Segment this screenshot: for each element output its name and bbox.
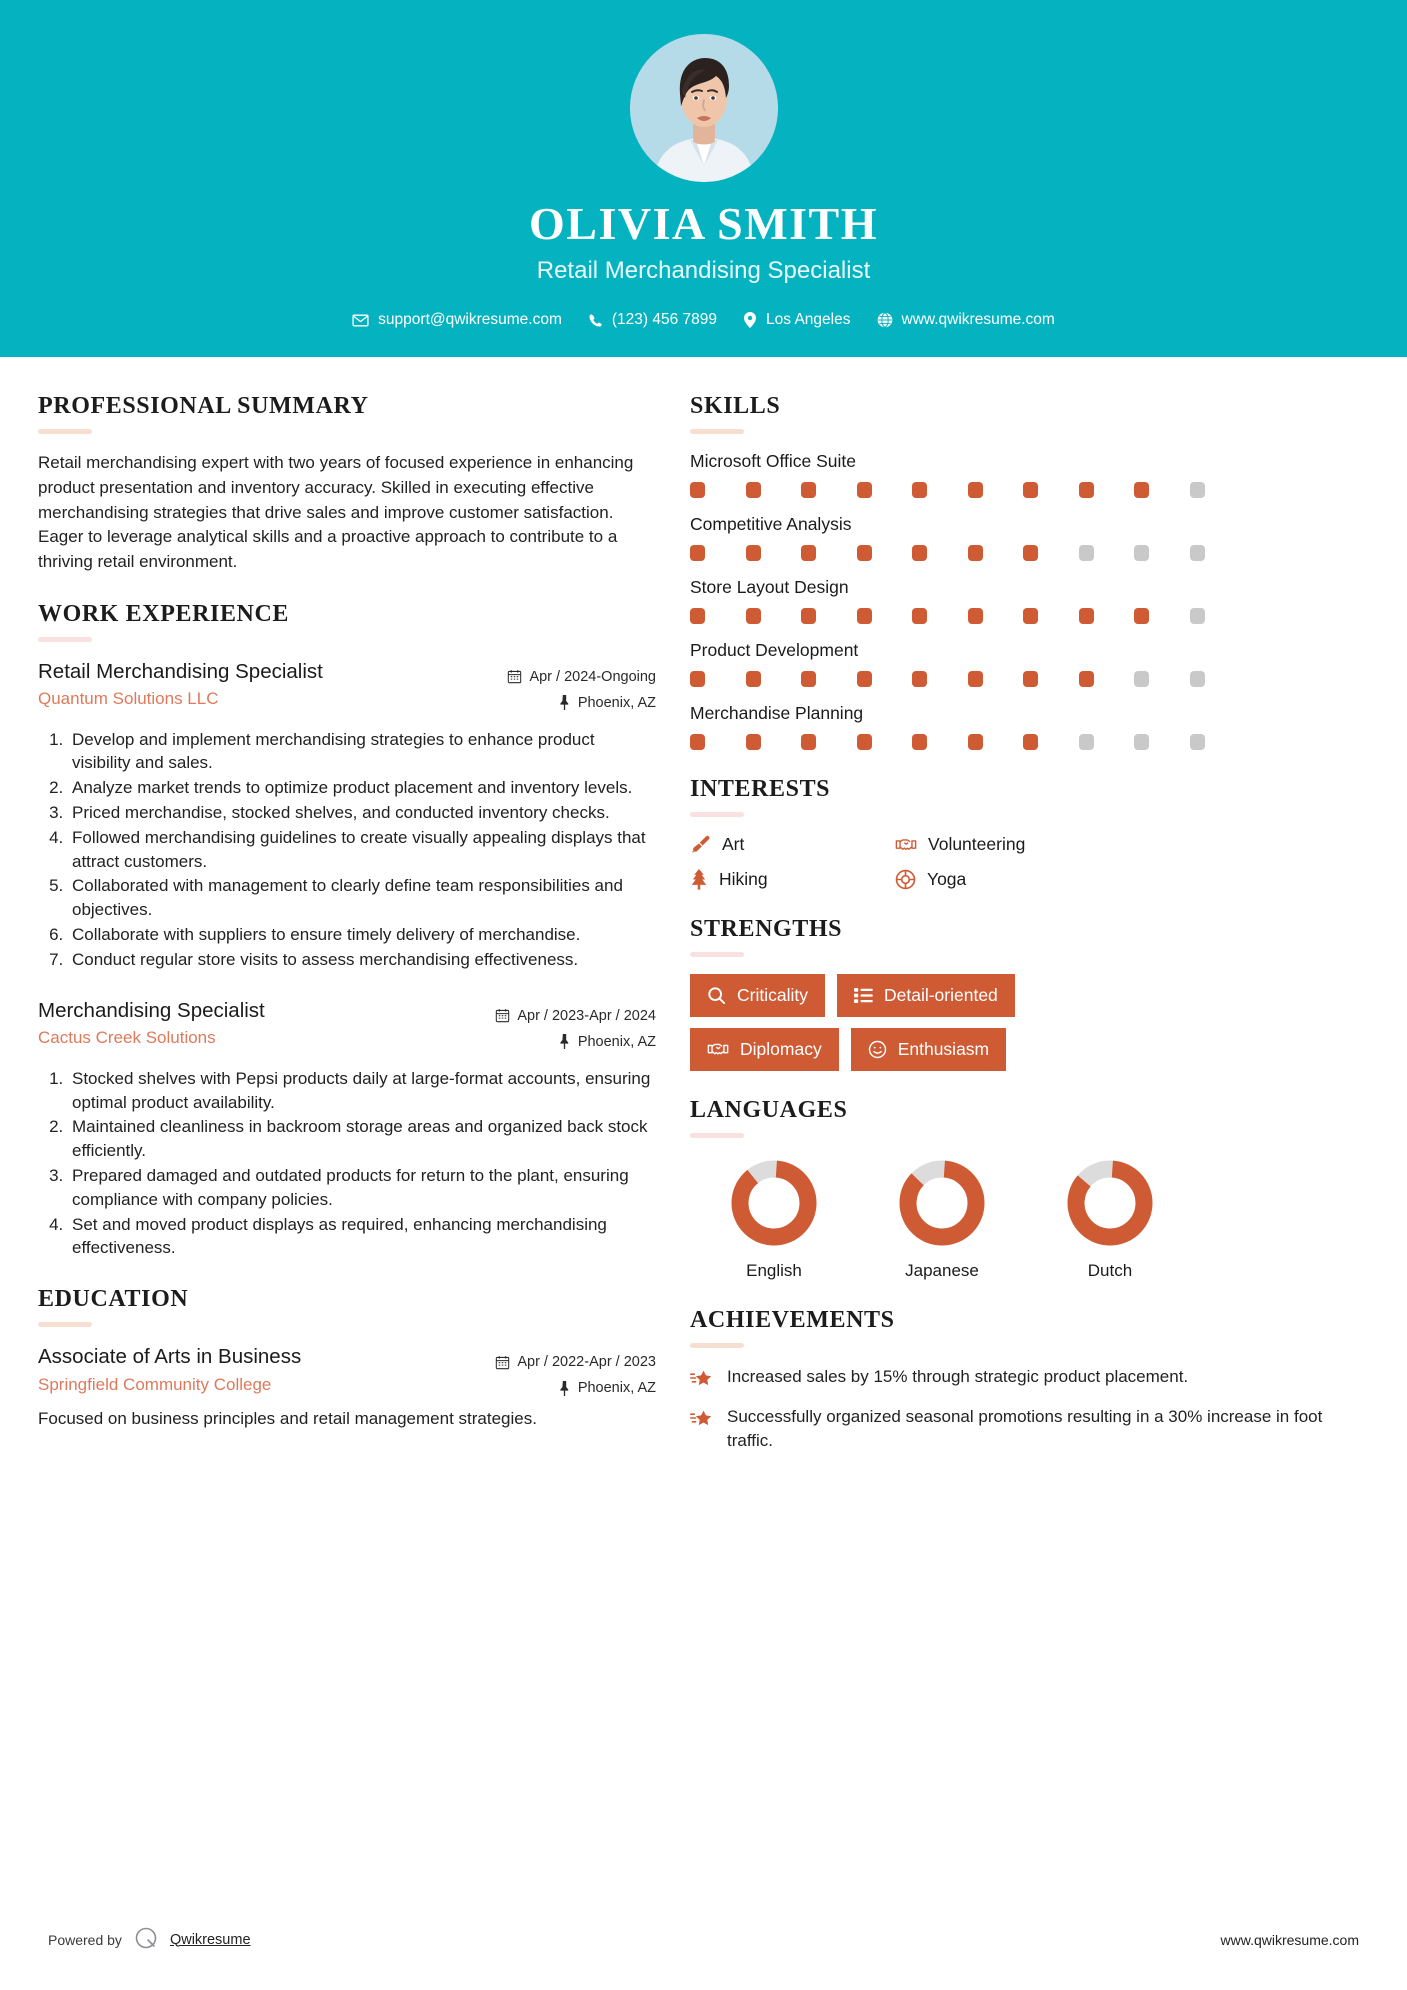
skill-dot-cell bbox=[801, 734, 857, 750]
skill-item bbox=[690, 640, 1355, 687]
skill-dot bbox=[857, 545, 872, 561]
work-entry-meta bbox=[495, 998, 656, 1055]
skill-dot-cell bbox=[968, 608, 1024, 624]
interest-label: Hiking bbox=[719, 869, 768, 890]
skill-dot-cell bbox=[801, 671, 857, 687]
section-skills bbox=[690, 393, 1355, 750]
skill-dot-cell bbox=[690, 671, 746, 687]
skill-dot-cell bbox=[968, 482, 1024, 498]
section-heading-work: WORK EXPERIENCE bbox=[38, 600, 290, 627]
list-item: 3. Prepared damaged and outdated products for return to the plant, ensuring compliance with company policies. bbox=[68, 1164, 656, 1212]
skill-dot-cell bbox=[1023, 608, 1079, 624]
work-entry-organization: Quantum Solutions LLC bbox=[38, 689, 219, 709]
skill-dot bbox=[1190, 482, 1205, 498]
languages-list bbox=[690, 1155, 1355, 1281]
lifering-icon bbox=[895, 869, 916, 890]
skill-dot bbox=[912, 734, 927, 750]
language-item bbox=[1026, 1155, 1194, 1281]
skill-rating bbox=[690, 545, 1355, 561]
list-item: 7. Conduct regular store visits to assess merchandising effectiveness. bbox=[68, 948, 656, 972]
work-entry-role: Merchandising Specialist bbox=[38, 998, 265, 1022]
work-entry-list bbox=[38, 659, 656, 1261]
skill-dot-cell bbox=[746, 671, 802, 687]
skill-dot-cell bbox=[912, 608, 968, 624]
skill-dot bbox=[801, 545, 816, 561]
skill-rating bbox=[690, 671, 1355, 687]
skill-dot-cell bbox=[1190, 734, 1246, 750]
language-donut-chart bbox=[726, 1155, 822, 1251]
skill-dot-cell bbox=[912, 671, 968, 687]
interests-list bbox=[690, 834, 1355, 890]
qwikresume-logo-icon bbox=[133, 1925, 159, 1954]
skill-dot-cell bbox=[1190, 545, 1246, 561]
skill-dot bbox=[1079, 608, 1094, 624]
strength-chip[interactable] bbox=[837, 974, 1015, 1017]
skill-dot bbox=[912, 482, 927, 498]
skill-dot-cell bbox=[1079, 482, 1135, 498]
skill-dot-cell bbox=[857, 671, 913, 687]
education-entry-head bbox=[38, 1344, 656, 1401]
section-rule bbox=[690, 812, 744, 817]
skill-name: Competitive Analysis bbox=[690, 514, 852, 535]
language-donut-chart bbox=[1062, 1155, 1158, 1251]
skill-dot-cell bbox=[746, 734, 802, 750]
page-title: OLIVIA SMITH bbox=[528, 198, 879, 249]
work-entry-head bbox=[38, 659, 656, 716]
skill-name: Microsoft Office Suite bbox=[690, 451, 856, 472]
contact-location[interactable] bbox=[743, 311, 850, 329]
star-shooting-icon bbox=[690, 1405, 714, 1430]
pushpin-icon bbox=[558, 695, 571, 710]
skill-dot-cell bbox=[1134, 734, 1190, 750]
globe-icon bbox=[877, 312, 893, 328]
skill-dot bbox=[690, 608, 705, 624]
interest-item bbox=[895, 869, 1355, 890]
interest-label: Art bbox=[722, 834, 745, 855]
skill-dot-cell bbox=[690, 545, 746, 561]
skill-dot-cell bbox=[690, 734, 746, 750]
section-professional-summary bbox=[38, 393, 656, 574]
skill-dot-cell bbox=[968, 734, 1024, 750]
skill-dot bbox=[857, 608, 872, 624]
skill-dot bbox=[912, 608, 927, 624]
skill-name: Product Development bbox=[690, 640, 859, 661]
skill-dot bbox=[968, 608, 983, 624]
handshake-icon bbox=[895, 835, 917, 855]
work-entry-dates bbox=[495, 1003, 656, 1029]
skill-dot bbox=[1079, 482, 1094, 498]
skill-dot bbox=[1023, 545, 1038, 561]
skill-dot bbox=[1190, 734, 1205, 750]
education-entry-left bbox=[38, 1344, 481, 1395]
skill-dot bbox=[1134, 545, 1149, 561]
skill-dot-cell bbox=[1023, 734, 1079, 750]
skill-dot bbox=[746, 482, 761, 498]
skill-dot-cell bbox=[1023, 671, 1079, 687]
list-item: 4. Followed merchandising guidelines to create visually appealing displays that attract customers. bbox=[68, 826, 656, 874]
achievement-text: Increased sales by 15% through strategic product placement. bbox=[727, 1367, 1189, 1387]
list-item: 5. Collaborated with management to clearly define team responsibilities and objectives. bbox=[68, 874, 656, 922]
skill-dot-cell bbox=[968, 545, 1024, 561]
skill-dot-cell bbox=[1023, 545, 1079, 561]
skill-rating bbox=[690, 608, 1355, 624]
section-achievements bbox=[690, 1307, 1355, 1453]
strength-label: Diplomacy bbox=[740, 1039, 822, 1060]
contact-phone-text: (123) 456 7899 bbox=[611, 311, 718, 329]
achievements-list bbox=[690, 1365, 1355, 1453]
skill-dot-cell bbox=[912, 734, 968, 750]
work-entry-left bbox=[38, 998, 481, 1049]
skill-item bbox=[690, 703, 1355, 750]
skill-dot bbox=[690, 734, 705, 750]
education-entry-list bbox=[38, 1344, 656, 1432]
section-rule bbox=[38, 637, 92, 642]
work-entry-dates-text: Apr / 2024-Ongoing bbox=[529, 668, 656, 685]
strength-chip[interactable] bbox=[690, 1028, 839, 1071]
envelope-icon bbox=[352, 312, 369, 329]
work-entry bbox=[38, 659, 656, 972]
skill-dot-cell bbox=[746, 482, 802, 498]
skill-dot bbox=[968, 545, 983, 561]
skill-dot-cell bbox=[968, 671, 1024, 687]
skill-dot-cell bbox=[1134, 482, 1190, 498]
skill-dot bbox=[968, 482, 983, 498]
skill-dot bbox=[912, 545, 927, 561]
skill-dot bbox=[801, 671, 816, 687]
skill-dot-cell bbox=[1023, 482, 1079, 498]
skill-dot bbox=[1023, 671, 1038, 687]
list-item: 4. Set and moved product displays as required, enhancing merchandising effectiveness. bbox=[68, 1213, 656, 1261]
skill-item bbox=[690, 577, 1355, 624]
resume-body bbox=[0, 357, 1407, 1479]
pushpin-icon bbox=[558, 1034, 571, 1049]
location-pin-icon bbox=[743, 312, 757, 328]
strength-label: Enthusiasm bbox=[897, 1039, 990, 1060]
section-rule bbox=[690, 1133, 744, 1138]
summary-text: Retail merchandising expert with two years of focused experience in enhancing product presentation and inventory accuracy. Skilled in executing effective merchandising strategies that drive sales and improve customer satisfaction. Eager to leverage analytical skills and a proactive approach to contribute to a thriving retail environment. bbox=[38, 453, 634, 571]
calendar-icon bbox=[507, 669, 522, 684]
contact-phone[interactable] bbox=[588, 311, 717, 329]
pushpin-icon bbox=[558, 1381, 571, 1396]
skill-dot-cell bbox=[801, 608, 857, 624]
skill-dot-cell bbox=[1190, 482, 1246, 498]
resume-header bbox=[0, 0, 1407, 357]
education-entry bbox=[38, 1344, 656, 1432]
skill-dot-cell bbox=[690, 608, 746, 624]
section-heading-summary: PROFESSIONAL SUMMARY bbox=[38, 393, 369, 420]
skills-list bbox=[690, 451, 1355, 750]
list-item: 1. Develop and implement merchandising strategies to enhance product visibility and sales. bbox=[68, 728, 656, 776]
skill-dot bbox=[857, 671, 872, 687]
avatar bbox=[630, 34, 778, 182]
skill-dot bbox=[1079, 671, 1094, 687]
section-heading-education: EDUCATION bbox=[38, 1286, 189, 1313]
handshake-icon bbox=[707, 1040, 729, 1059]
skill-dot bbox=[857, 734, 872, 750]
paintbrush-icon bbox=[690, 834, 711, 855]
language-label: Japanese bbox=[905, 1261, 979, 1281]
search-icon bbox=[707, 986, 726, 1005]
skill-dot bbox=[1134, 482, 1149, 498]
skill-dot bbox=[1023, 734, 1038, 750]
calendar-icon bbox=[495, 1355, 510, 1370]
job-title: Retail Merchandising Specialist bbox=[536, 257, 871, 285]
education-entry-school: Springfield Community College bbox=[38, 1374, 272, 1394]
list-item: 6. Collaborate with suppliers to ensure timely delivery of merchandise. bbox=[68, 923, 656, 947]
skill-dot bbox=[801, 734, 816, 750]
section-education bbox=[38, 1286, 656, 1432]
contact-row bbox=[0, 311, 1407, 329]
achievement-text: Successfully organized seasonal promotions resulting in a 30% increase in foot traffic. bbox=[727, 1407, 1323, 1451]
footer-brand-link[interactable]: Qwikresume bbox=[169, 1931, 251, 1948]
section-languages bbox=[690, 1097, 1355, 1281]
skill-dot-cell bbox=[1079, 608, 1135, 624]
section-interests bbox=[690, 776, 1355, 890]
list-icon bbox=[854, 987, 873, 1004]
language-item bbox=[858, 1155, 1026, 1281]
skill-dot bbox=[746, 608, 761, 624]
section-rule bbox=[690, 429, 744, 434]
avatar-photo-icon bbox=[630, 34, 778, 182]
skill-dot bbox=[1023, 608, 1038, 624]
strength-row bbox=[690, 1028, 1355, 1071]
list-item: 3. Priced merchandise, stocked shelves, and conducted inventory checks. bbox=[68, 801, 656, 825]
work-entry-dates-text: Apr / 2023-Apr / 2024 bbox=[517, 1007, 656, 1024]
skill-dot bbox=[1134, 734, 1149, 750]
work-entry-location-text: Phoenix, AZ bbox=[577, 1033, 656, 1050]
skill-dot-cell bbox=[1134, 671, 1190, 687]
skill-dot-cell bbox=[690, 482, 746, 498]
skill-dot bbox=[1190, 671, 1205, 687]
language-label: English bbox=[746, 1261, 802, 1281]
section-heading-achievements: ACHIEVEMENTS bbox=[690, 1307, 895, 1334]
achievement-item bbox=[690, 1365, 1355, 1390]
strength-chip[interactable] bbox=[851, 1028, 1006, 1071]
list-item: 2. Analyze market trends to optimize product placement and inventory levels. bbox=[68, 776, 656, 800]
education-entry-dates-text: Apr / 2022-Apr / 2023 bbox=[517, 1354, 656, 1371]
education-entry-description: Focused on business principles and retail management strategies. bbox=[38, 1409, 537, 1429]
work-entry bbox=[38, 998, 656, 1261]
skill-name: Merchandise Planning bbox=[690, 703, 864, 724]
section-heading-strengths: STRENGTHS bbox=[690, 916, 843, 943]
skill-item bbox=[690, 451, 1355, 498]
language-label: Dutch bbox=[1087, 1261, 1133, 1281]
section-heading-interests: INTERESTS bbox=[690, 776, 831, 803]
skill-item bbox=[690, 514, 1355, 561]
section-rule bbox=[38, 429, 92, 434]
skill-dot bbox=[746, 671, 761, 687]
work-entry-organization: Cactus Creek Solutions bbox=[38, 1028, 216, 1048]
strength-chip[interactable] bbox=[690, 974, 825, 1017]
skill-name: Store Layout Design bbox=[690, 577, 849, 598]
section-rule bbox=[690, 1343, 744, 1348]
education-entry-meta bbox=[495, 1344, 656, 1401]
work-entry-head bbox=[38, 998, 656, 1055]
skill-dot-cell bbox=[857, 482, 913, 498]
skill-dot-cell bbox=[746, 545, 802, 561]
work-entry-location-text: Phoenix, AZ bbox=[577, 694, 656, 711]
skill-dot-cell bbox=[857, 608, 913, 624]
star-shooting-icon bbox=[690, 1365, 714, 1390]
footer-website: www.qwikresume.com bbox=[1220, 1931, 1359, 1948]
skill-dot-cell bbox=[801, 545, 857, 561]
strength-label: Criticality bbox=[737, 985, 808, 1006]
skill-dot-cell bbox=[1079, 734, 1135, 750]
interest-label: Volunteering bbox=[928, 834, 1026, 855]
language-item bbox=[690, 1155, 858, 1281]
skill-dot bbox=[801, 482, 816, 498]
list-item: 2. Maintained cleanliness in backroom storage areas and organized back stock efficiently. bbox=[68, 1115, 656, 1163]
right-column bbox=[690, 393, 1355, 1479]
skill-dot-cell bbox=[1134, 545, 1190, 561]
skill-dot bbox=[857, 482, 872, 498]
skill-dot bbox=[1190, 545, 1205, 561]
smiley-icon bbox=[868, 1040, 887, 1059]
skill-dot-cell bbox=[857, 545, 913, 561]
skill-dot-cell bbox=[857, 734, 913, 750]
skill-dot bbox=[690, 482, 705, 498]
section-rule bbox=[38, 1322, 92, 1327]
education-entry-dates bbox=[495, 1349, 656, 1375]
contact-email-text: support@qwikresume.com bbox=[378, 311, 562, 329]
work-entry-bullets bbox=[38, 728, 656, 972]
skill-dot-cell bbox=[912, 545, 968, 561]
skill-dot bbox=[1190, 608, 1205, 624]
interest-label: Yoga bbox=[927, 869, 967, 890]
skill-rating bbox=[690, 482, 1355, 498]
skill-dot bbox=[968, 734, 983, 750]
interest-item bbox=[690, 869, 895, 890]
contact-website-text: www.qwikresume.com bbox=[901, 311, 1055, 329]
skill-dot bbox=[1134, 671, 1149, 687]
work-entry-left bbox=[38, 659, 493, 710]
left-column bbox=[38, 393, 656, 1458]
language-donut-chart bbox=[894, 1155, 990, 1251]
skill-dot bbox=[1079, 734, 1094, 750]
footer-powered-label: Powered by bbox=[48, 1931, 122, 1948]
section-heading-skills: SKILLS bbox=[690, 393, 781, 420]
work-entry-meta bbox=[507, 659, 656, 716]
work-entry-location bbox=[495, 1029, 656, 1055]
skill-dot bbox=[690, 545, 705, 561]
skill-dot bbox=[1079, 545, 1094, 561]
work-entry-role: Retail Merchandising Specialist bbox=[38, 659, 323, 683]
section-work-experience bbox=[38, 601, 656, 1261]
education-entry-degree: Associate of Arts in Business bbox=[38, 1345, 302, 1369]
skill-dot-cell bbox=[1079, 545, 1135, 561]
skill-dot bbox=[1134, 608, 1149, 624]
education-entry-location-text: Phoenix, AZ bbox=[577, 1380, 656, 1397]
skill-dot bbox=[801, 608, 816, 624]
education-entry-location bbox=[495, 1375, 656, 1401]
skill-dot bbox=[746, 545, 761, 561]
achievement-item bbox=[690, 1405, 1355, 1453]
strength-label: Detail-oriented bbox=[883, 985, 998, 1006]
section-heading-languages: LANGUAGES bbox=[690, 1097, 848, 1124]
tree-icon bbox=[690, 869, 708, 890]
footer-powered-by bbox=[48, 1925, 251, 1954]
skill-dot bbox=[746, 734, 761, 750]
work-entry-bullets bbox=[38, 1067, 656, 1260]
skill-dot bbox=[968, 671, 983, 687]
skill-dot-cell bbox=[801, 482, 857, 498]
skill-dot-cell bbox=[746, 608, 802, 624]
skill-dot-cell bbox=[1079, 671, 1135, 687]
interest-item bbox=[895, 834, 1355, 855]
list-item: 1. Stocked shelves with Pepsi products daily at large-format accounts, ensuring optimal product availability. bbox=[68, 1067, 656, 1115]
section-strengths bbox=[690, 916, 1355, 1071]
section-rule bbox=[690, 952, 744, 957]
contact-email[interactable] bbox=[352, 311, 562, 329]
skill-dot-cell bbox=[1190, 608, 1246, 624]
page-footer bbox=[0, 1925, 1407, 1990]
work-entry-location bbox=[507, 690, 656, 716]
calendar-icon bbox=[495, 1008, 510, 1023]
interest-item bbox=[690, 834, 895, 855]
skill-dot-cell bbox=[912, 482, 968, 498]
skill-dot bbox=[690, 671, 705, 687]
strength-row bbox=[690, 974, 1355, 1017]
skill-dot-cell bbox=[1190, 671, 1246, 687]
skill-rating bbox=[690, 734, 1355, 750]
phone-icon bbox=[588, 313, 603, 328]
strengths-list bbox=[690, 974, 1355, 1071]
contact-location-text: Los Angeles bbox=[766, 311, 851, 329]
contact-website[interactable] bbox=[877, 311, 1055, 329]
skill-dot bbox=[1023, 482, 1038, 498]
work-entry-dates bbox=[507, 664, 656, 690]
skill-dot bbox=[912, 671, 927, 687]
skill-dot-cell bbox=[1134, 608, 1190, 624]
